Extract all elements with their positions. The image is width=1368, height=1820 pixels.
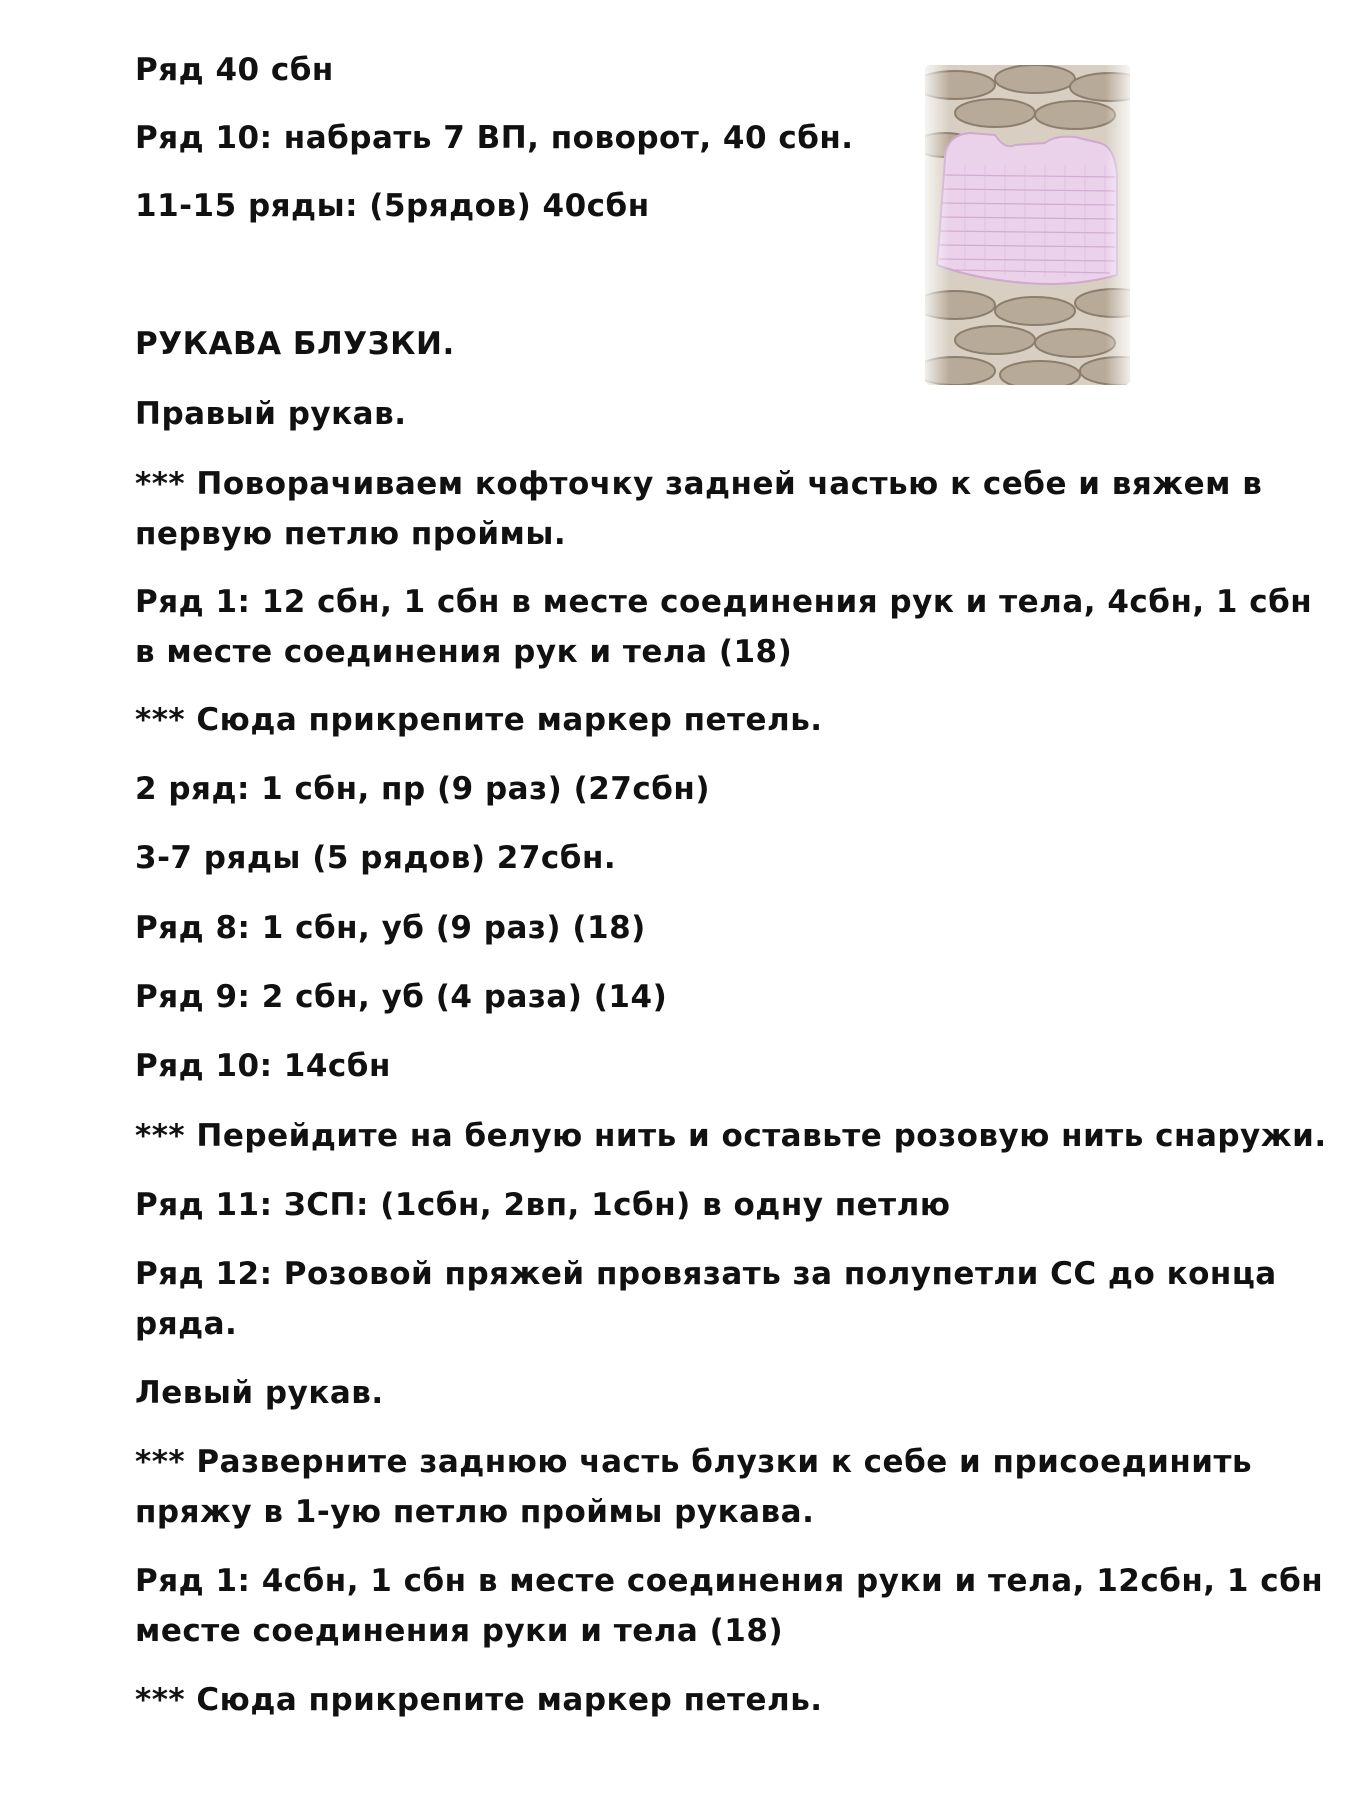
pattern-line: ряда. (135, 1306, 238, 1342)
pattern-line: первую петлю проймы. (135, 516, 567, 552)
pattern-line: 3-7 ряды (5 рядов) 27сбн. (135, 840, 617, 876)
pattern-line: 11-15 ряды: (5рядов) 40сбн (135, 188, 650, 224)
pattern-line: *** Сюда прикрепите маркер петель. (135, 702, 823, 738)
pattern-line: Ряд 10: 14сбн (135, 1048, 391, 1084)
pattern-line: *** Поворачиваем кофточку задней частью к себе и вяжем в (135, 466, 1263, 502)
pattern-line: *** Сюда прикрепите маркер петель. (135, 1682, 823, 1718)
pattern-line: пряжу в 1-ую петлю проймы рукава. (135, 1494, 815, 1530)
pattern-line: Ряд 8: 1 сбн, уб (9 раз) (18) (135, 910, 646, 946)
pattern-line: в месте соединения рук и тела (18) (135, 634, 793, 670)
pattern-line: Ряд 11: ЗСП: (1сбн, 2вп, 1сбн) в одну петлю (135, 1187, 951, 1223)
pattern-line: *** Разверните заднюю часть блузки к себе и присоединить (135, 1444, 1253, 1480)
subsection-heading: Левый рукав. (135, 1375, 384, 1411)
pattern-line: Ряд 10: набрать 7 ВП, поворот, 40 сбн. (135, 120, 854, 156)
subsection-heading: Правый рукав. (135, 396, 407, 432)
pattern-line: месте соединения руки и тела (18) (135, 1613, 784, 1649)
section-heading: РУКАВА БЛУЗКИ. (135, 326, 455, 362)
pattern-line: *** Перейдите на белую нить и оставьте розовую нить снаружи. (135, 1118, 1327, 1154)
pattern-line: Ряд 40 сбн (135, 52, 334, 88)
pattern-line: Ряд 1: 4сбн, 1 сбн в месте соединения руки и тела, 12сбн, 1 сбн (135, 1563, 1324, 1599)
pattern-line: Ряд 12: Розовой пряжей провязать за полупетли СС до конца (135, 1256, 1277, 1292)
crochet-photo (925, 65, 1130, 385)
pattern-line: 2 ряд: 1 сбн, пр (9 раз) (27сбн) (135, 771, 710, 807)
pattern-line: Ряд 1: 12 сбн, 1 сбн в месте соединения рук и тела, 4сбн, 1 сбн (135, 584, 1313, 620)
pattern-line: Ряд 9: 2 сбн, уб (4 раза) (14) (135, 979, 668, 1015)
